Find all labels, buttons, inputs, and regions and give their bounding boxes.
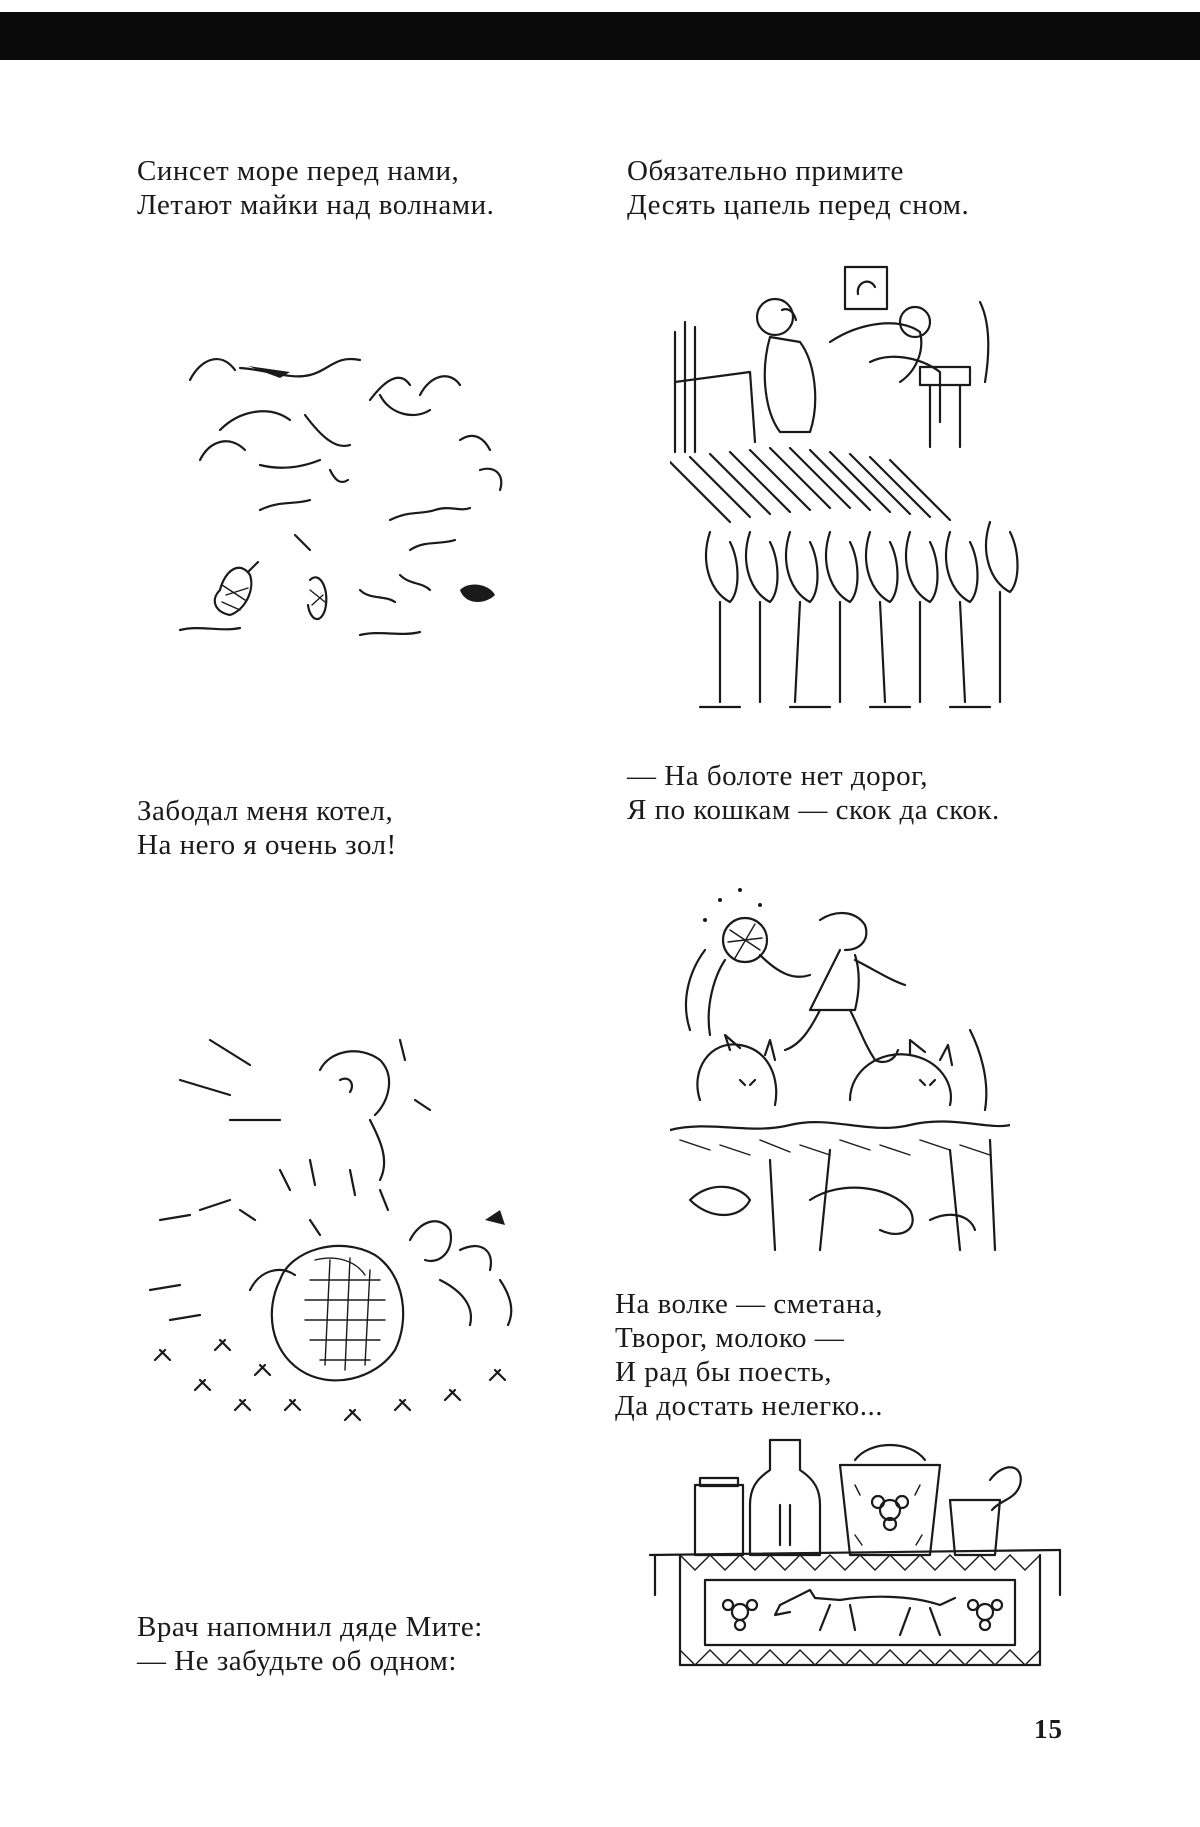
poem-herons (627, 154, 969, 222)
page-number: 15 (1034, 1714, 1063, 1744)
poem-line: — На болоте нет дорог, (627, 760, 929, 792)
poem-line: Забодал меня котел, (137, 795, 394, 827)
poem-line: — Не забудьте об одном: (137, 1645, 457, 1677)
doctor-and-herons-illustration (670, 262, 1030, 722)
poem-line: Творог, молоко — (615, 1322, 845, 1354)
poem-line: На волке — сметана, (615, 1288, 884, 1320)
poem-line: И рад бы поесть, (615, 1356, 833, 1388)
seagulls-over-waves-illustration (160, 340, 560, 660)
poem-goat (137, 794, 397, 862)
poem-line: На него я очень зол! (137, 829, 397, 861)
poem-line: Врач напомнил дяде Мите: (137, 1611, 483, 1643)
poem-line: Десять цапель перед сном. (627, 189, 970, 221)
poem-line: Летают майки над волнами. (137, 189, 495, 221)
poem-wolf (615, 1287, 883, 1423)
poem-sea (137, 154, 494, 222)
wolf-towel-shelf-illustration (640, 1430, 1070, 1680)
poem-doctor (137, 1610, 483, 1678)
poem-line: Обязательно примите (627, 155, 904, 187)
boy-hopping-on-cats-illustration (670, 880, 1010, 1260)
poem-line: Синсет море перед нами, (137, 155, 460, 187)
goat-kettle-illustration (140, 1020, 560, 1440)
poem-line: Да достать нелегко... (615, 1390, 884, 1422)
poem-swamp (627, 759, 1000, 827)
scan-top-edge-bar (0, 12, 1200, 60)
poem-line: Я по кошкам — скок да скок. (627, 794, 1000, 826)
